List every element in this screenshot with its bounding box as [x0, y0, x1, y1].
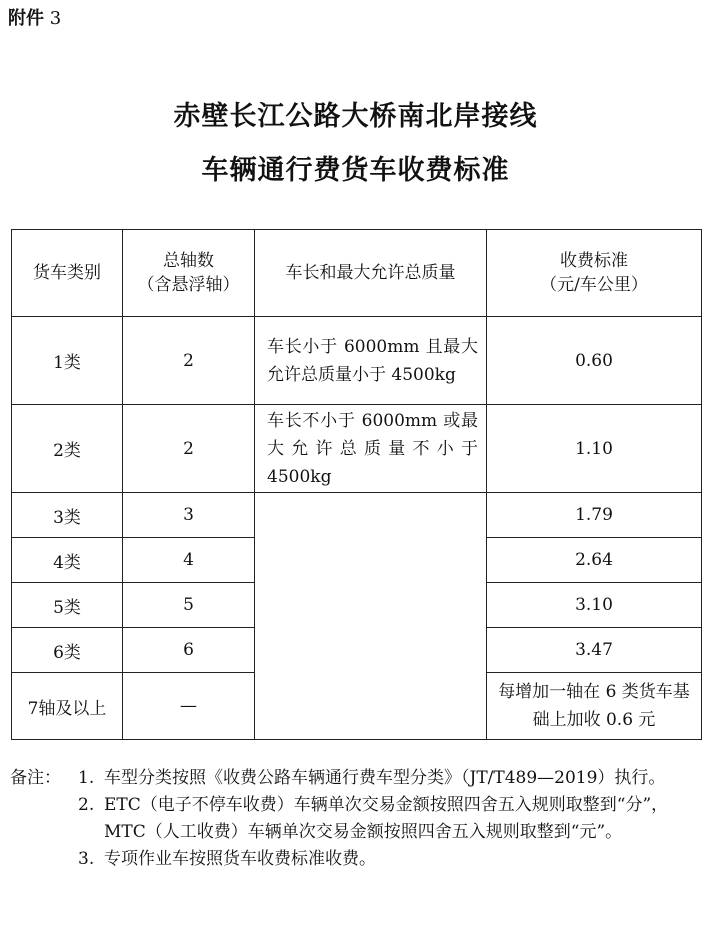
table-row	[12, 493, 702, 538]
cell-fee: 0.60	[487, 317, 702, 405]
cell-class: 3类	[12, 493, 123, 538]
note-item	[10, 846, 704, 873]
cell-axles: —	[123, 673, 255, 740]
cell-fee: 3.47	[487, 628, 702, 673]
header-axles-line2: （含悬浮轴）	[137, 275, 240, 295]
cell-fee: 1.79	[487, 493, 702, 538]
note-number: 1.	[78, 768, 95, 788]
cell-class: 1类	[12, 317, 123, 405]
note-text: 专项作业车按照货车收费标准收费。	[104, 849, 376, 869]
cell-class: 5类	[12, 583, 123, 628]
table-header-row	[12, 230, 702, 317]
cell-class: 6类	[12, 628, 123, 673]
cell-size-merged	[255, 493, 487, 740]
note-item	[10, 765, 704, 792]
note-item	[10, 792, 704, 846]
cell-size: 车长小于 6000mm 且最大允许总质量小于 4500kg	[255, 317, 487, 405]
attachment-number: 3	[49, 8, 62, 29]
cell-size: 车长不小于 6000mm 或最大允许总质量不小于 4500kg	[255, 405, 487, 493]
header-fee	[487, 230, 702, 317]
note-text: 车型分类按照《收费公路车辆通行费车型分类》（JT/T489—2019）执行。	[104, 768, 666, 788]
cell-fee: 3.10	[487, 583, 702, 628]
notes-label: 备注：	[10, 768, 61, 788]
header-fee-line1: 收费标准	[560, 251, 628, 271]
cell-fee: 每增加一轴在 6 类货车基础上加收 0.6 元	[487, 673, 702, 740]
document-title-line2: 车辆通行费货车收费标准	[201, 155, 510, 186]
table-row	[12, 317, 702, 405]
cell-axles: 5	[123, 583, 255, 628]
header-class: 货车类别	[12, 230, 123, 317]
table-row	[12, 405, 702, 493]
cell-axles: 2	[123, 317, 255, 405]
cell-fee: 1.10	[487, 405, 702, 493]
cell-axles: 3	[123, 493, 255, 538]
cell-axles: 6	[123, 628, 255, 673]
header-axles-line1: 总轴数	[163, 251, 214, 271]
fee-table	[11, 229, 702, 740]
attachment-word: 附件	[8, 8, 44, 29]
note-number: 2.	[78, 795, 95, 815]
cell-axles: 2	[123, 405, 255, 493]
header-axles	[123, 230, 255, 317]
attachment-label	[8, 4, 61, 30]
notes-section	[10, 765, 704, 873]
note-number: 3.	[78, 849, 95, 869]
note-text: ETC（电子不停车收费）车辆单次交易金额按照四舍五入规则取整到“分”，MTC（人工收费）车辆单次交易金额按照四舍五入规则取整到“元”。	[104, 795, 669, 842]
cell-class: 7轴及以上	[12, 673, 123, 740]
cell-class: 2类	[12, 405, 123, 493]
cell-axles: 4	[123, 538, 255, 583]
cell-class: 4类	[12, 538, 123, 583]
header-size: 车长和最大允许总质量	[255, 230, 487, 317]
cell-fee: 2.64	[487, 538, 702, 583]
header-fee-line2: （元/车公里）	[540, 275, 648, 295]
document-title-line1: 赤壁长江公路大桥南北岸接线	[173, 101, 538, 132]
